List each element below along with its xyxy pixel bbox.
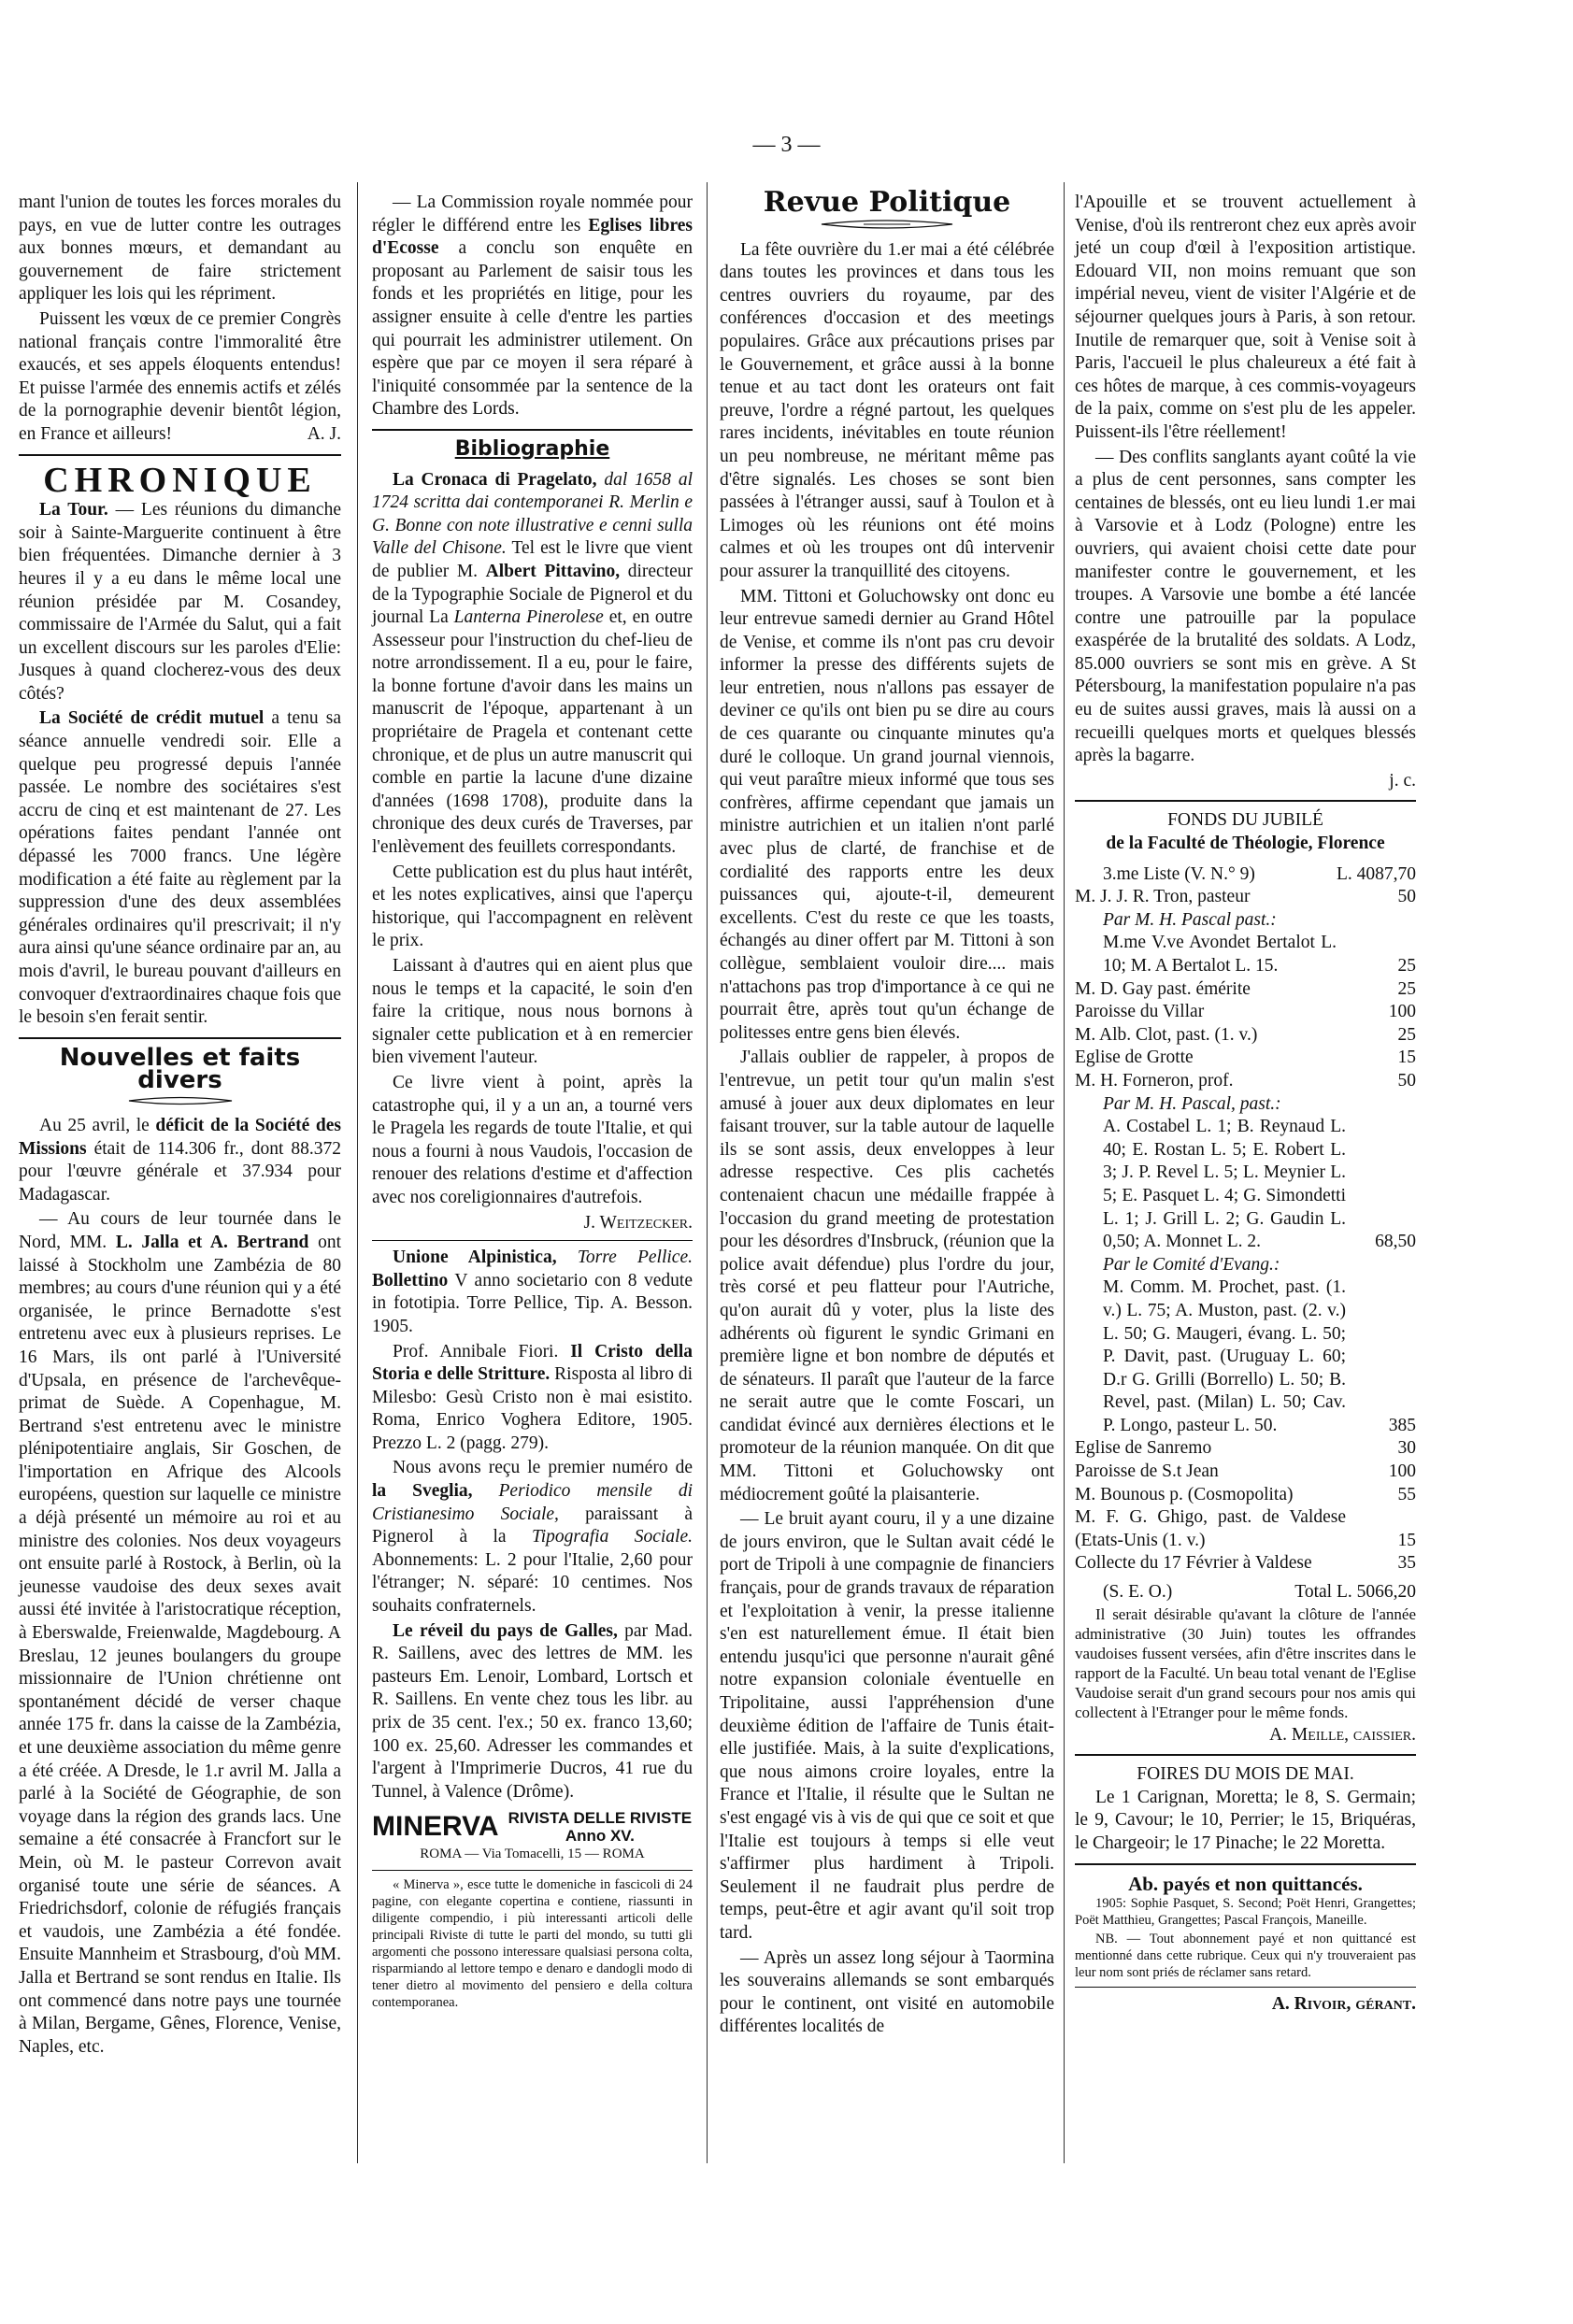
amount: 50	[1397, 887, 1416, 907]
sub-heading: Par M. H. Pascal, past.:	[1103, 1093, 1281, 1114]
donation-row: M. Comm. M. Prochet, past. (1. v.) L. 75; A. Muston, past. (2. v.) L. 50; G. Maugeri, évang. L. 50; P. Davit, past. (Uruguay L. 60; D.r G. Grilli (Borrello) L. 50; B. Revel, past. (Milan) L. 50; Cav. P. Longo, pasteur L. 50. 385	[1103, 1277, 1416, 1435]
donation-row	[1075, 1552, 1416, 1575]
amount: 30	[1397, 1438, 1416, 1459]
divider	[1075, 800, 1416, 802]
section-title-revue-politique: Revue Politique	[763, 186, 1011, 219]
paragraph: NB. — Tout abonnement payé et non quittancé est mentionné dans cette rubrique. Ceux qui n'y trouveraient pas leur nom sont priés de réclamer sans retard.	[1075, 1932, 1416, 1981]
column-3	[720, 186, 1054, 2041]
minerva-title: MINERVA	[372, 1811, 499, 1843]
divider	[1075, 1863, 1416, 1865]
section-title-chronique: CHRONIQUE	[43, 460, 317, 500]
list-header-row: 3.me Liste (V. N.° 9) L. 4087,70	[1103, 863, 1416, 884]
paragraph: Il serait désirable qu'avant la clôture de l'année administrative (30 Juin) toutes les offrandes vaudoises fussent versées, afin d'être inscrites dans le rapport de la Faculté. Un beau total venant de l'Eglise Vaudoise serait d'un grand secours pour nos amis qui collectent à l'Etranger pour le même fonds.	[1075, 1604, 1416, 1721]
item-heading: La Tour.	[39, 500, 108, 520]
signature: J. Weitzecker.	[583, 1212, 693, 1233]
divider	[1075, 1754, 1416, 1756]
paragraph: La Tour. — Les réunions du dimanche soir à Sainte-Marguerite continuent à être bien fréquentées. Dimanche dernier à 3 heures il y a eu dans le même local une réunion présidée par M. Cosandey, commissaire de l'Armée du Salut, qui a fait un excellent discours sur les paroles d'Elie: Jusques à quand clocherez-vous des deux côtés?	[19, 500, 341, 704]
donor: M. Bounous p. (Cosmopolita)	[1075, 1484, 1294, 1504]
section-title-nouvelles: Nouvelles et faits divers	[59, 1043, 301, 1095]
foires-title: FOIRES DU MOIS DE MAI.	[1137, 1764, 1354, 1785]
donation-row: A. Costabel L. 1; B. Reynaud L. 40; E. Rostan L. 5; E. Robert L. 3; J. P. Revel L. 5; L. Meynier L. 5; E. Pasquet L. 4; G. Simondetti L. 1; J. Grill L. 2; G. Gaudin L. 0,50; A. Monnet L. 2. 68,50	[1103, 1117, 1416, 1252]
donation-row	[1075, 1001, 1416, 1024]
divider	[19, 1037, 341, 1039]
donation-list	[1075, 886, 1416, 909]
paragraph: — La Commission royale nommée pour régler le différend entre les Eglises libres d'Ecosse a conclu son enquête en proposant au Parlement de saisir tous les fonds et les propriétés en litige, pour les assigner ensuite à celle d'entre les parties qui pourrait les administrer utilement. On espère que par ce moyen il sera réparé à l'iniquité consommée par la sentence de la Chambre des Lords.	[372, 192, 694, 420]
donation-row: M.me V.ve Avondet Bertalot L. 10; M. A Bertalot L. 15. 25	[1103, 933, 1416, 976]
paragraph: l'Apouille et se trouvent actuellement à Venise, d'où ils rentreront chez eux après avoir jeté un coup d'œil à l'exposition artistique. Edouard VII, non moins remuant que son impérial neveu, vient de visiter l'Algérie et de séjourner quelques jours à Paris, à son retour. Inutile de remarquer que, soit à Venise soit à Paris, l'accueil le plus chaleureux a été fait à ces hôtes de marque, à ces commis-voyageurs de la paix, comme on s'est plu de les appeler. Puissent-ils l'être réellement!	[1075, 192, 1416, 442]
donation-row	[1075, 1461, 1416, 1484]
paragraph: J'allais oublier de rappeler, à propos de l'entrevue, un petit tour qu'un malin s'est amusé à jouer aux deux diplomates en leur faisant trouver, sur la table autour de laquelle ils se sont assis, deux enveloppes à leur adresse respective. Ces plis cachetés contenaient chacun une médaille frappée à l'occasion du grand meeting de protestation pour les désordres d'Insbruck, (réunion que la police avait défendue) plus l'ordre du jour, très corsé et peu flatteur pour l'Autriche, qu'on aurait dû y voter, plus la liste des adhérents où figurent le syndic Grimani en première ligne et bon nombre de députés et de sénateurs. Il paraît que l'auteur de la farce ne serait autre que le comte Foscari, un candidat évincé aux dernières élections et le promoteur de la réunion manquée. On dit que MM. Tittoni et Goluchowsky ont médiocrement goûté la plaisanterie.	[720, 1048, 1054, 1504]
paragraph: Nous avons reçu le premier numéro de la Sveglia, Periodico mensile di Cristianesimo Sociale, paraissant à Pignerol à la Tipografia Sociale. Abonnements: L. 2 pour l'Italie, 2,60 pour l'étranger; N. séparé: 10 centimes. Nos souhaits confraternels.	[372, 1458, 694, 1617]
paragraph: — Le bruit ayant couru, il y a une dizaine de jours environ, que le Sultan avait cédé le port de Tripoli à une compagnie de financiers français, pour de grands travaux de réparation et l'exploitation à venir, la presse italienne s'en est naturellement émue. Il était bien entendu jusqu'ici que personne n'aurait gêné notre expansion coloniale éventuelle en Tripolitaine, aussi l'appréhension d'une deuxième édition de l'affaire de Tunis était-elle justifiée. Mais, à la suite d'explications, que nous aimons croire loyales, entre la France et l'Italie, il résulte que le Sultan ne s'est engagé vis à vis de qui que ce soit et que l'Italie est toujours à temps si elle veut s'affirmer plus hardiment à Tripoli. Seulement il ne faudrait plus perdre de temps, peut-être et agir avant qu'il soit trop tard.	[720, 1509, 1054, 1943]
paragraph: mant l'union de toutes les forces morales du pays, en vue de lutter contre les outrages aux bonnes mœurs, et demandant au gouvernement de faire strictement appliquer les lois qui les répriment.	[19, 192, 341, 305]
donation-list	[1075, 978, 1416, 1093]
amount: 35	[1397, 1553, 1416, 1574]
paragraph: — Au cours de leur tournée dans le Nord, MM. L. Jalla et A. Bertrand ont laissé à Stockholm une Zambézia de 80 membres; au cours d'une réunion qui y a été organisée, le prince Bernadotte s'est entretenu avec eux à plusieurs reprises. Le 16 Mars, ils ont parlé à l'Université d'Upsala, en présence de l'archevêque-primat de Suède. A Copenhague, M. Bertrand s'est entretenu avec le ministre plénipotentiaire anglais, Sir Goschen, de l'importation en Afrique des Alcools européens, question sur laquelle ce ministre a déjà présenté un mémoire au roi et au ministre des colonies. Nos deux voyageurs ont ensuite parlé à Rostock, à Berlin, où la jeunesse vaudoise des deux sexes avait aussi été invitée à l'aristocratique réception, à Eberswalde, Freienwalde, Magdebourg. A Breslau, 12 jeunes boulangers du groupe missionnaire de l'Union chrétienne ont spontanément décidé de verser chaque année 175 fr. dans la caisse de la Zambézia, et une deuxième association du même genre a été créée. A Dresde, le 1.r avril M. Jalla a parlé à la Société de Géographie, de son voyage dans la région des grands lacs. Une semaine a été consacrée à Francfort sur le Mein, où M. le pasteur Correvon avait organisé toute une série de séances. A Friedrichsdorf, colonie de réfugiés français et vaudois, une Zambézia a été fondée. Ensuite Mannheim et Strasbourg, d'où MM. Jalla et Bertrand se sont rendus en Italie. Ils ont commencé dans notre pays une tournée à Milan, Bergame, Gênes, Florence, Venise, Naples, etc.	[19, 1209, 342, 2057]
paragraph: Au 25 avril, le déficit de la Société des Missions était de 114.306 fr., dont 88.372 pour l'œuvre générale et 37.934 pour Madagascar.	[19, 1115, 342, 1205]
paragraph: — Après un assez long séjour à Taormina les souverains allemands se sont embarqués pour le continent, ont visité en automobile différentes localités de	[720, 1947, 1054, 2037]
column-rule	[357, 182, 358, 2163]
paragraph: 1905: Sophie Pasquet, S. Second; Poët Henri, Grangettes; Poët Matthieu, Grangettes; Pascal François, Maneille.	[1075, 1896, 1416, 1929]
donation-row	[1075, 1437, 1416, 1461]
sub-heading: Par M. H. Pascal past.:	[1103, 909, 1277, 930]
amount: 15	[1397, 1048, 1416, 1068]
column-4	[1075, 192, 1416, 2018]
ornament-divider	[124, 1096, 236, 1105]
paragraph: Ce livre vient à point, après la catastrophe qui, il y a un an, a tourné vers le Pragela les regards de toute l'Italie, et qui nous a fourni à nous Vaudois, l'occasion de renouer des relations d'estime et d'affection avec nos coreligionnaires d'autrefois.	[372, 1072, 693, 1207]
minerva-year: Anno XV.	[565, 1827, 635, 1846]
amount: 100	[1388, 1002, 1416, 1022]
paragraph: La fête ouvrière du 1.er mai a été célébrée dans toutes les provinces et dans tous les centres ouvriers du royaume, par des conférences d'occasion et des meetings populaires. Grâce aux précautions prises par le Gouvernement, et grâce aussi à la bonne tenue et au tact dont les orateurs ont fait preuve, l'ordre a régné partout, les quelques rares incidents, inévitables en toute réunion un peu nombreuse, ne méritant même pas d'être signalés. Les choses se sont bien passées à l'étranger aussi, sauf à Toulon et à Limoges où les réunions ont été moins calmes et où les troupes ont dû intervenir pour assurer la tranquillité des citoyens.	[720, 239, 1054, 581]
donation-row	[1075, 1047, 1416, 1070]
donor: M. J. J. R. Tron, pasteur	[1075, 887, 1251, 907]
amount: 25	[1397, 978, 1416, 999]
paragraph: Unione Alpinistica, Torre Pellice. Bollettino V anno societario con 8 vedute in fototipia. Torre Pellice, Tip. A. Besson. 1905.	[372, 1248, 693, 1336]
column-rule	[1064, 182, 1065, 2163]
minerva-ad-header	[372, 1809, 693, 1845]
paragraph: Cette publication est du plus haut intérêt, et les notes explicatives, ainsi que l'aperçu historique, qui l'accompagnent en relèvent le prix.	[372, 862, 693, 951]
donor: Eglise de Grotte	[1075, 1048, 1194, 1068]
donor: Paroisse de S.t Jean	[1075, 1461, 1219, 1482]
amount: 15	[1397, 1530, 1416, 1550]
divider	[372, 1870, 693, 1871]
donor: M. F. G. Ghigo, past. de Valdese (Etats-Unis (1. v.)	[1075, 1507, 1346, 1550]
column-rule	[707, 182, 708, 2163]
amount: 50	[1397, 1070, 1416, 1091]
fonds-title: FONDS DU JUBILÉ	[1167, 810, 1323, 831]
paragraph: MM. Tittoni et Goluchowsky ont donc eu leur entrevue samedi dernier au Grand Hôtel de Venise, et comme ils n'ont pas cru devoir informer la presse des différents sujets de leur entretien, nous n'allons pas essayer de deviner ce qu'ils ont bien pu se dire au cours de ces quarante ou cinquante minutes qu'a duré le colloque. Un grand journal viennois, qui veut paraître mieux informé que tous ses confrères, affirme cependant que jamais un ministre autrichien et un italien n'ont parlé avec plus de clarté, de franchise et de cordialité des rapports entre les deux puissances qui, ajoute-t-il, demeurent excellents. C'est du reste ce que les toasts, échangés au diner offert par M. Tittoni à son collègue, semblaient vouloir dire.... mais n'attachons pas trop d'importance à ce qui ne pourrait être, après tout qu'un échange de politesses entre gens bien élevés.	[720, 586, 1054, 1043]
column-2	[372, 192, 693, 2013]
donor: M. D. Gay past. émérite	[1075, 978, 1251, 999]
donation-row	[1075, 1484, 1416, 1507]
amount: 100	[1388, 1461, 1416, 1482]
donation-row	[1075, 886, 1416, 909]
sub-heading: Par le Comité d'Evang.:	[1103, 1254, 1280, 1275]
donation-list	[1075, 1437, 1416, 1575]
amount: 55	[1397, 1484, 1416, 1504]
signature: j. c.	[1389, 770, 1416, 791]
divider	[372, 429, 693, 431]
total-row: (S. E. O.) Total L. 5066,20	[1103, 1582, 1416, 1603]
donation-row	[1075, 1070, 1416, 1093]
donation-row	[1075, 1024, 1416, 1048]
ab-title: Ab. payés et non quittancés.	[1128, 1872, 1363, 1895]
donation-row	[1075, 1506, 1416, 1552]
paragraph: Laissant à d'autres qui en aient plus que nous le temps et la capacité, le soin d'en faire la critique, nous nous bornons à signaler cette publication et à en remercier bien vivement l'auteur.	[372, 956, 693, 1068]
divider	[372, 1240, 693, 1241]
paragraph: La Société de crédit mutuel a tenu sa séance annuelle vendredi soir. Elle a quelque peu progressé depuis l'année passée. Le nombre des sociétaires s'est accru de cinq et est maintenant de 27. Les opérations faites pendant l'année ont dépassé les 7000 francs. Une légère modification a été faite au règlement par la suppression d'une des deux assemblées générales ordinaires qu'il prescrivait; il n'y aura ainsi qu'une séance ordinaire par an, au mois d'avril, le bureau pouvant d'ailleurs en convoquer d'extraordinaires chaque fois que le besoin s'en ferait sentir.	[19, 708, 342, 1028]
paragraph: Le réveil du pays de Galles, par Mad. R. Saillens, avec des lettres de MM. les pasteurs Em. Lenoir, Lombard, Lortsch et R. Saillens. En vente chez tous les libr. au prix de 35 cent. l'ex.; 50 ex. franco 13,60; 100 ex. 25,60. Adresser les commandes et l'argent à l'Imprimerie Ducros, 41 rue du Tunnel, à Valence (Drôme).	[372, 1620, 693, 1802]
paragraph: La Cronaca di Pragelato, dal 1658 al 1724 scritta dai contemporanei R. Merlin e G. Bonne con note illustrative e cenni sulla Valle del Chisone. Tel est le livre que vient de publier M. Albert Pittavino, directeur de la Typographie Sociale de Pignerol et du journal La Lanterna Pinerolese et, en outre Assesseur pour l'instruction du chef-lieu de notre arrondissement. Il a eu, pour le faire, la bonne fortune d'avoir dans les mains un manuscrit de l'époque, appartenant à un propriétaire de Pragela et contenant cette chronique, et de plus un autre manuscrit qui comble en partie la lacune d'une dizaine d'années (1698 1708), produite dans la chronique des deux curés de Traverses, par l'enlèvement des feuillets correspondants.	[372, 469, 694, 858]
paragraph: Prof. Annibale Fiori. Il Cristo della Storia e delle Stritture. Risposta al libro di Milesbo: Gesù Cristo non è mai esistito. Roma, Enrico Voghera Editore, 1905. Prezzo L. 2 (pagg. 279).	[372, 1341, 694, 1453]
signature: A. Meille, caissier.	[1269, 1724, 1416, 1745]
amount: 25	[1397, 1024, 1416, 1045]
donor: Eglise de Sanremo	[1075, 1438, 1212, 1459]
donor: Paroisse du Villar	[1075, 1002, 1205, 1022]
donor: M. H. Forneron, prof.	[1075, 1070, 1234, 1091]
minerva-address: ROMA — Via Tomacelli, 15 — ROMA	[420, 1846, 645, 1862]
divider	[1075, 1987, 1416, 1988]
page-number: — 3 —	[752, 133, 821, 157]
signature: A. J.	[307, 423, 341, 444]
item-heading: La Société de crédit mutuel	[39, 708, 265, 729]
donor: M. Alb. Clot, past. (1. v.)	[1075, 1024, 1258, 1045]
donation-row	[1075, 978, 1416, 1002]
ornament-divider	[817, 219, 957, 230]
minerva-subtitle: RIVISTA DELLE RIVISTE	[508, 1809, 693, 1828]
section-title-bibliographie: Bibliographie	[454, 436, 610, 461]
divider	[19, 454, 341, 456]
paragraph: — Des conflits sanglants ayant coûté la vie a plus de cent personnes, sans compter les centaines de blessés, ont eu lieu lundi 1.er mai à Varsovie et à Lodz (Pologne) entre les ouvriers, qui avaient choisi cette date pour manifester contre le gouvernement, et les troupes. A Varsovie une bombe a été lancée contre une patrouille par la populace exaspérée de la brutalité des soldats. A Lodz, 85.000 ouvriers se sont mis en grève. A St Pétersbourg, la manifestation populaire n'a pas eu de suites aussi graves, mais là aussi on a recueilli quelques morts et quelques blessés après la bagarre.	[1075, 447, 1416, 766]
paragraph: Le 1 Carignan, Moretta; le 8, S. Germain; le 9, Cavour; le 10, Perrier; le 15, Briquéras, le Chargeoir; le 17 Pinache; le 22 Moretta.	[1075, 1787, 1416, 1853]
donor: Collecte du 17 Février à Valdese	[1075, 1553, 1312, 1574]
fonds-subtitle: de la Faculté de Théologie, Florence	[1106, 834, 1385, 854]
column-1	[19, 192, 341, 2060]
paragraph: Puissent les vœux de ce premier Congrès national français contre l'immoralité être exaucés, et ses appels éloquents entendus! Et puisse l'armée des ennemis actifs et zélés de la pornographie devenir bientôt légion, en France et ailleurs! A. J.	[19, 308, 341, 447]
minerva-description: « Minerva », esce tutte le domeniche in fascicoli di 24 pagine, con elegante copertina e contiene, riassunti in diligente compendio, i più interessanti articoli delle principali Riviste di tutte le parti del mondo, su tutti gli argomenti che possono interessare qualsiasi persona colta, risparmiando al lettore tempo e denaro e dandogli modo di tener dietro al movimento del pensiero e della coltura contemporanea.	[372, 1877, 693, 2011]
gerant-signature: A. Rivoir, gérant.	[1271, 1994, 1416, 2015]
